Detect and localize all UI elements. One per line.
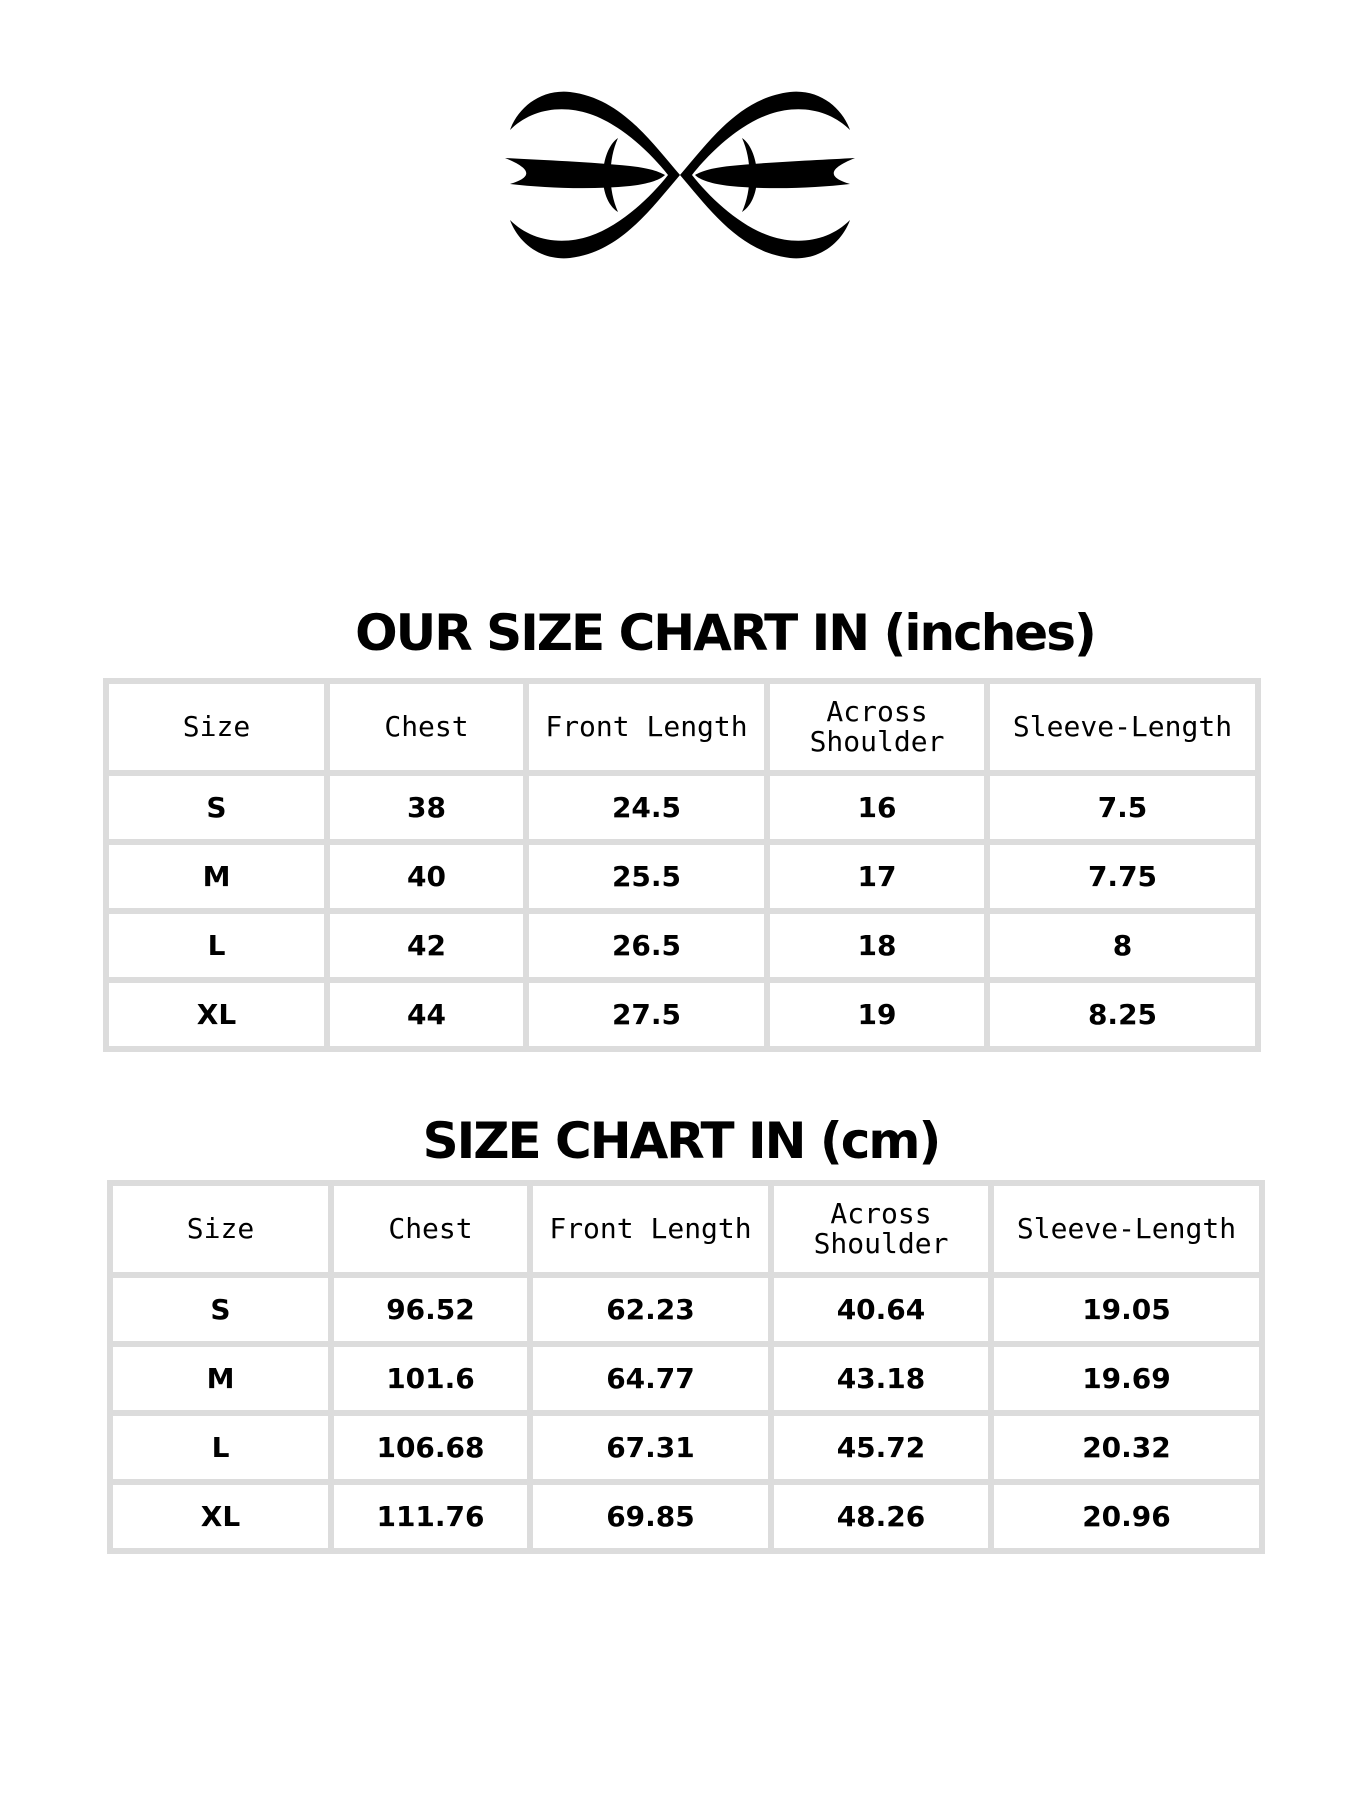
header-front-length: Front Length	[529, 684, 764, 770]
header-across-shoulder: Across Shoulder	[770, 684, 984, 770]
cell-chest: 44	[330, 983, 523, 1046]
cell-front-length: 25.5	[529, 845, 764, 908]
cell-chest: 42	[330, 914, 523, 977]
cell-chest: 96.52	[334, 1278, 527, 1341]
cell-across-shoulder: 45.72	[774, 1416, 988, 1479]
header-front-length: Front Length	[533, 1186, 768, 1272]
table-header-row	[113, 1186, 1259, 1272]
cell-front-length: 69.85	[533, 1485, 768, 1548]
table-row	[113, 1416, 1259, 1479]
cm-chart-title: SIZE CHART IN (cm)	[422, 1112, 940, 1170]
cell-front-length: 27.5	[529, 983, 764, 1046]
cell-sleeve-length: 7.75	[990, 845, 1255, 908]
header-sleeve-length: Sleeve-Length	[990, 684, 1255, 770]
cell-sleeve-length: 8.25	[990, 983, 1255, 1046]
table-row	[109, 914, 1255, 977]
header-chest: Chest	[334, 1186, 527, 1272]
cell-across-shoulder: 40.64	[774, 1278, 988, 1341]
cell-sleeve-length: 20.32	[994, 1416, 1259, 1479]
cell-across-shoulder: 16	[770, 776, 984, 839]
cell-across-shoulder: 48.26	[774, 1485, 988, 1548]
cell-front-length: 64.77	[533, 1347, 768, 1410]
header-size: Size	[113, 1186, 328, 1272]
cell-front-length: 24.5	[529, 776, 764, 839]
cell-size: S	[113, 1278, 328, 1341]
cell-across-shoulder: 19	[770, 983, 984, 1046]
table-row	[113, 1485, 1259, 1548]
cell-size: M	[109, 845, 324, 908]
table-row	[113, 1278, 1259, 1341]
table-row	[113, 1347, 1259, 1410]
header-across-shoulder: Across Shoulder	[774, 1186, 988, 1272]
cell-sleeve-length: 20.96	[994, 1485, 1259, 1548]
cell-sleeve-length: 7.5	[990, 776, 1255, 839]
cell-front-length: 62.23	[533, 1278, 768, 1341]
cell-front-length: 26.5	[529, 914, 764, 977]
cell-size: M	[113, 1347, 328, 1410]
cell-across-shoulder: 18	[770, 914, 984, 977]
cell-chest: 111.76	[334, 1485, 527, 1548]
cell-across-shoulder: 43.18	[774, 1347, 988, 1410]
cell-sleeve-length: 8	[990, 914, 1255, 977]
cell-size: XL	[113, 1485, 328, 1548]
table-header-row	[109, 684, 1255, 770]
cm-size-table	[107, 1180, 1265, 1554]
cell-sleeve-length: 19.69	[994, 1347, 1259, 1410]
cell-chest: 106.68	[334, 1416, 527, 1479]
cell-size: L	[109, 914, 324, 977]
cell-chest: 101.6	[334, 1347, 527, 1410]
header-sleeve-length: Sleeve-Length	[994, 1186, 1259, 1272]
header-size: Size	[109, 684, 324, 770]
table-row	[109, 776, 1255, 839]
header-chest: Chest	[330, 684, 523, 770]
inches-chart-title: OUR SIZE CHART IN (inches)	[355, 604, 1095, 662]
cell-size: L	[113, 1416, 328, 1479]
inches-size-table	[103, 678, 1261, 1052]
table-row	[109, 983, 1255, 1046]
cell-size: S	[109, 776, 324, 839]
cell-front-length: 67.31	[533, 1416, 768, 1479]
cell-across-shoulder: 17	[770, 845, 984, 908]
cell-sleeve-length: 19.05	[994, 1278, 1259, 1341]
table-row	[109, 845, 1255, 908]
infinity-horns-logo	[500, 80, 860, 270]
cell-chest: 38	[330, 776, 523, 839]
cell-size: XL	[109, 983, 324, 1046]
cell-chest: 40	[330, 845, 523, 908]
